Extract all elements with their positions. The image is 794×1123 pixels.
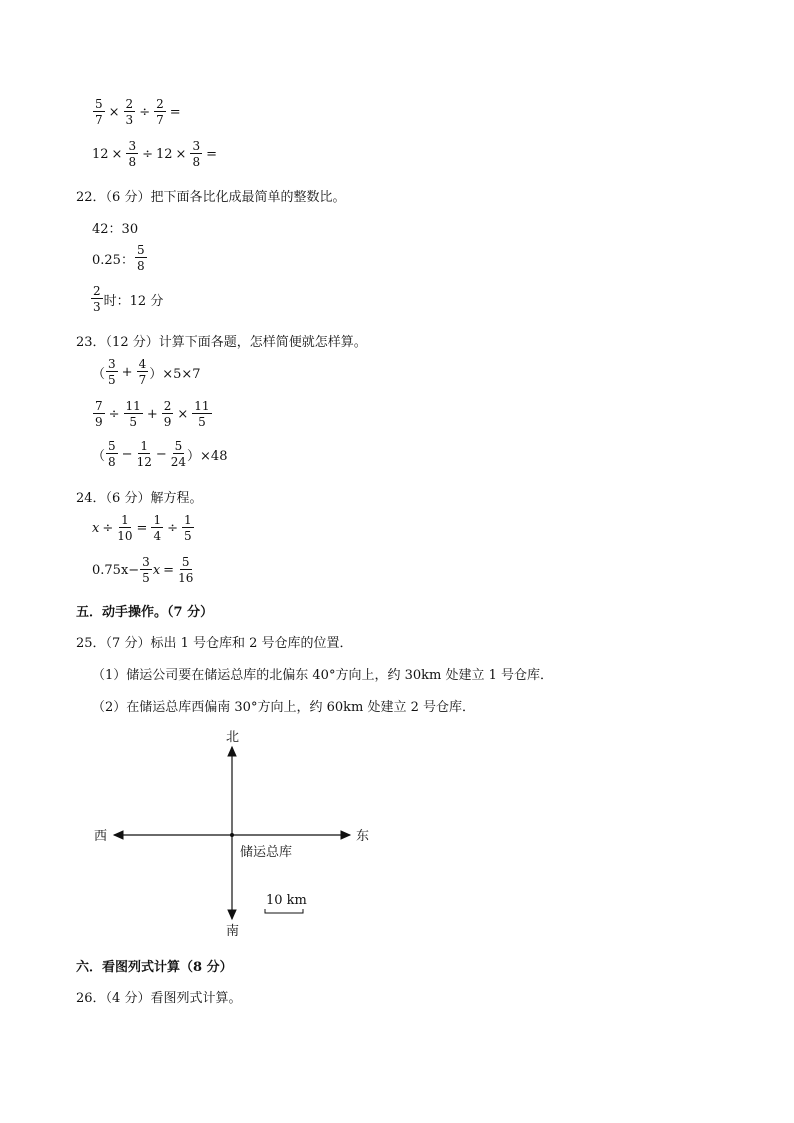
origin-point <box>230 833 234 837</box>
denominator: 3 <box>125 113 134 127</box>
east-label: 东 <box>356 829 370 844</box>
numerator: 5 <box>108 439 116 453</box>
center-label: 储运总库 <box>240 845 293 860</box>
denominator: 5 <box>142 571 150 585</box>
whole-number: 12 <box>92 146 109 162</box>
fraction <box>137 440 152 468</box>
equals-sign: = <box>163 562 175 578</box>
equation-2 <box>92 556 194 584</box>
numerator: 3 <box>192 139 201 153</box>
denominator: 16 <box>178 571 194 585</box>
calc-2 <box>92 400 213 428</box>
numerator: 5 <box>136 243 145 257</box>
fraction <box>171 440 186 468</box>
ratio-3 <box>90 285 163 313</box>
north-label: 北 <box>226 730 240 745</box>
ratio-2 <box>92 244 148 272</box>
denominator: 10 <box>117 529 133 543</box>
fraction <box>135 244 147 272</box>
numerator: 1 <box>183 513 192 527</box>
variable-x: x <box>152 562 161 578</box>
denominator: 5 <box>198 415 206 429</box>
denominator: 9 <box>95 415 103 429</box>
calc-1 <box>92 358 201 386</box>
equals-sign: = <box>136 520 148 536</box>
denominator: 8 <box>108 455 116 469</box>
numerator: 1 <box>140 439 149 453</box>
west-label: 西 <box>94 829 108 844</box>
equals-sign: = <box>169 104 181 120</box>
numerator: 11 <box>194 399 210 413</box>
denominator: 7 <box>156 113 164 127</box>
numerator: 5 <box>181 555 190 569</box>
numerator: 4 <box>138 357 147 371</box>
numerator: 3 <box>108 357 116 371</box>
operator: ÷ <box>167 520 178 536</box>
fraction <box>126 140 138 168</box>
question-26-title: 26．（4 分）看图列式计算。 <box>76 991 242 1006</box>
expression-rest: ）×48 <box>187 448 228 464</box>
expression-b <box>92 140 220 168</box>
operator: ÷ <box>102 520 114 536</box>
fraction <box>91 285 103 313</box>
fraction <box>140 556 152 584</box>
denominator: 9 <box>163 415 172 429</box>
fraction <box>93 98 105 126</box>
denominator: 24 <box>170 455 187 469</box>
question-25-title: 25．（7 分）标出 1 号仓库和 2 号仓库的位置． <box>76 636 353 651</box>
numerator: 7 <box>95 399 103 413</box>
fraction <box>151 514 163 542</box>
numerator: 2 <box>163 399 172 413</box>
paren: （ <box>92 448 106 464</box>
section-6-heading: 六．看图列式计算（8 分） <box>76 960 233 975</box>
numerator: 3 <box>128 139 137 153</box>
whole-number: 12 <box>156 146 173 162</box>
fraction <box>137 358 149 386</box>
operator: × <box>175 146 187 162</box>
ratio-suffix: 时：12 分 <box>103 293 164 309</box>
equation-lead: 0.75x− <box>92 562 140 578</box>
denominator: 8 <box>192 155 201 169</box>
expression-a <box>92 98 184 126</box>
denominator: 12 <box>136 455 152 469</box>
operator: ÷ <box>139 104 151 120</box>
denominator: 4 <box>153 529 162 543</box>
fraction <box>106 358 118 386</box>
equation-1 <box>92 514 195 542</box>
paren: （ <box>92 366 106 382</box>
fraction <box>190 140 202 168</box>
fraction <box>124 98 136 126</box>
fraction <box>192 400 211 428</box>
numerator: 5 <box>174 439 183 453</box>
operator: − <box>121 446 133 462</box>
numerator: 1 <box>121 513 129 527</box>
denominator: 7 <box>95 113 103 127</box>
denominator: 5 <box>129 415 137 429</box>
operator: × <box>177 406 189 422</box>
numerator: 1 <box>153 513 162 527</box>
question-25-item-1: （1）储运公司要在储运总库的北偏东 40°方向上，约 30km 处建立 1 号仓库． <box>92 668 553 683</box>
denominator: 3 <box>93 300 101 314</box>
south-label: 南 <box>226 924 240 939</box>
denominator: 8 <box>136 259 145 273</box>
numerator: 2 <box>125 97 134 111</box>
ratio-prefix: 0.25： <box>92 252 134 268</box>
fraction <box>106 440 118 468</box>
fraction <box>162 400 174 428</box>
scale-label: 10 km <box>266 893 307 908</box>
operator: − <box>155 446 167 462</box>
denominator: 5 <box>183 529 192 543</box>
numerator: 2 <box>93 284 101 298</box>
denominator: 8 <box>128 155 137 169</box>
fraction <box>154 98 166 126</box>
operator: + <box>146 406 158 422</box>
question-23-title: 23．（12 分）计算下面各题，怎样简便就怎样算。 <box>76 335 367 350</box>
fraction <box>182 514 194 542</box>
scale-bar <box>265 909 303 913</box>
section-5-heading: 五．动手操作。（7 分） <box>76 605 214 620</box>
equals-sign: = <box>206 146 217 162</box>
variable-x: x <box>92 520 100 536</box>
numerator: 11 <box>125 399 141 413</box>
fraction <box>178 556 193 584</box>
denominator: 7 <box>138 373 147 387</box>
operator: × <box>111 146 123 162</box>
question-24-title: 24．（6 分）解方程。 <box>76 491 203 506</box>
fraction <box>93 400 105 428</box>
operator: ÷ <box>142 146 153 162</box>
fraction <box>117 514 132 542</box>
fraction <box>124 400 143 428</box>
ratio-1: 42：30 <box>92 222 139 237</box>
operator: ÷ <box>108 406 120 422</box>
calc-3 <box>92 440 227 468</box>
question-25-item-2: （2）在储运总库西偏南 30°方向上，约 60km 处建立 2 号仓库． <box>92 700 475 715</box>
operator: × <box>108 104 120 120</box>
question-22-title: 22．（6 分）把下面各比化成最简单的整数比。 <box>76 190 346 205</box>
denominator: 5 <box>108 373 116 387</box>
numerator: 2 <box>156 97 164 111</box>
numerator: 5 <box>95 97 103 111</box>
compass-diagram <box>0 725 794 975</box>
expression-rest: ）×5×7 <box>149 366 201 382</box>
operator: + <box>121 364 133 380</box>
numerator: 3 <box>142 555 150 569</box>
